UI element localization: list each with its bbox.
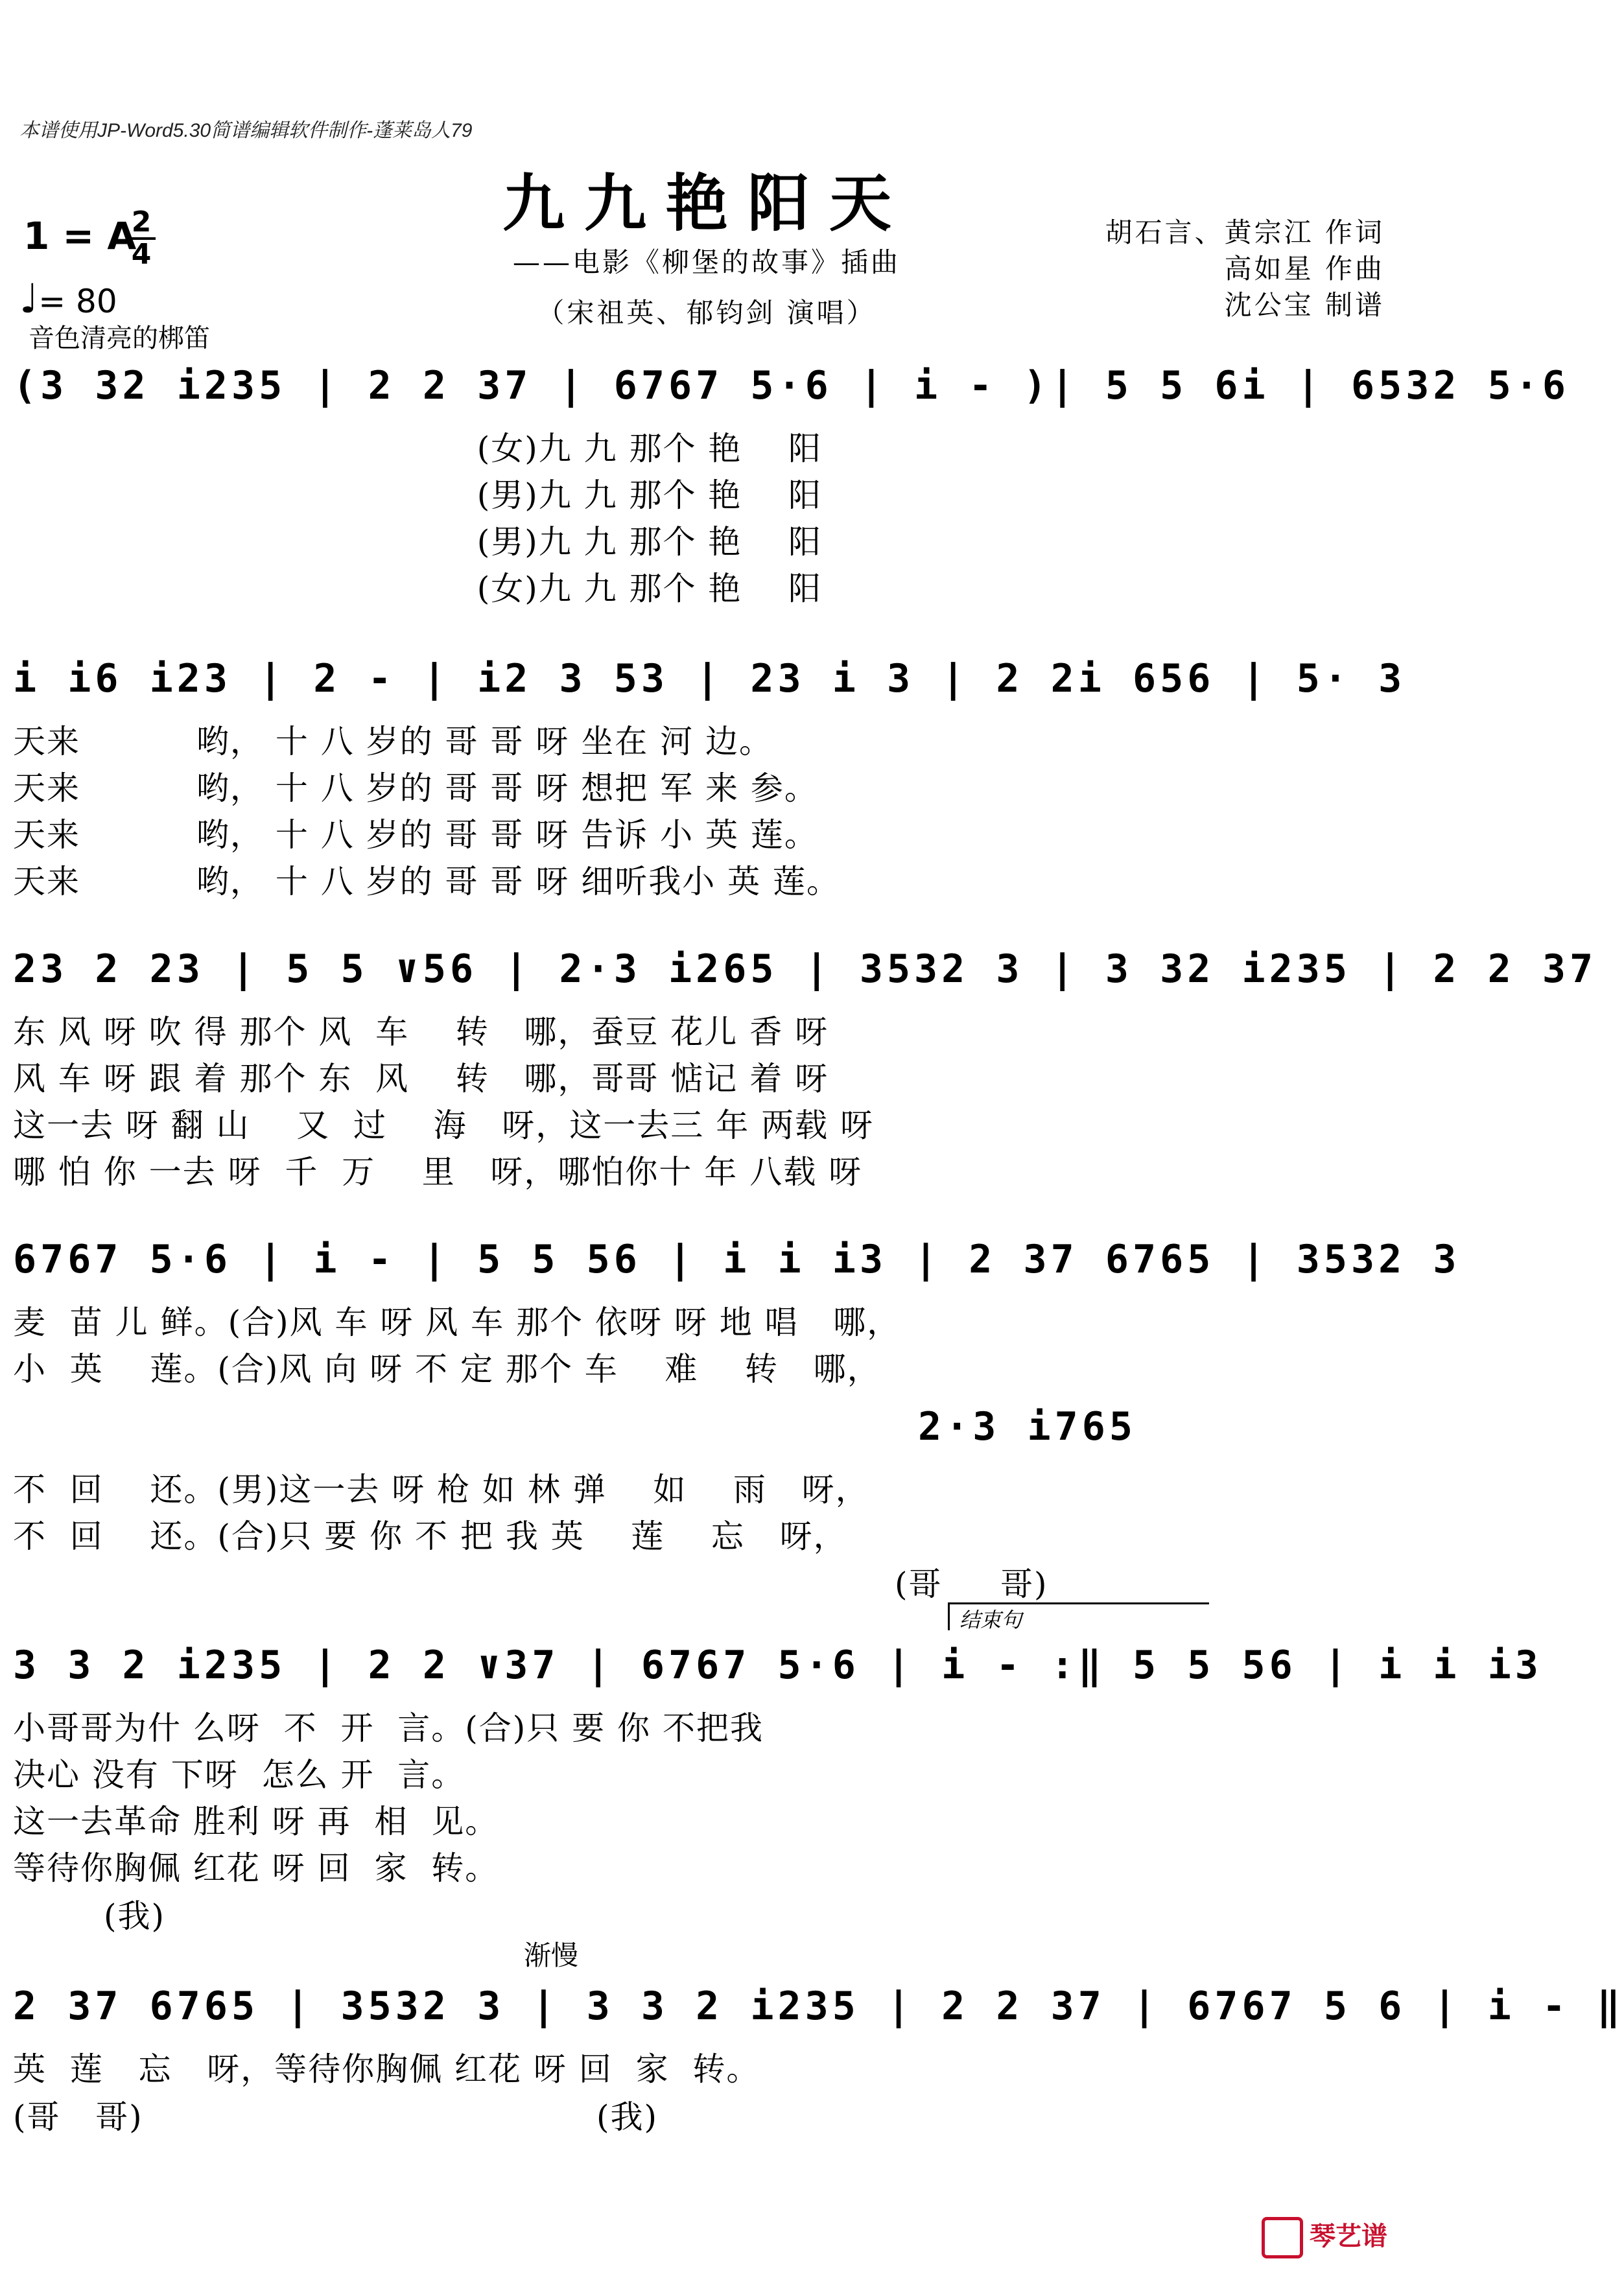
composer: 高如星 作曲: [1224, 253, 1385, 285]
notation-line-4-alt: 2·3 i765: [918, 1404, 1136, 1449]
piano-logo-icon: [1262, 2217, 1303, 2258]
ending-label: 结束句: [959, 1608, 1022, 1632]
lyric-line-4-1: 麦 苗 儿 鲜。(合)风 车 呀 风 车 那个 依呀 呀 地 唱 哪，: [13, 1304, 901, 1341]
lyric-line-1-4: (女)九 九 那个 艳 阳: [13, 570, 823, 607]
tempo-change-marking: 渐慢: [524, 1940, 579, 1971]
lyric-sub-4: (哥 哥): [895, 1565, 1048, 1603]
watermark: [1262, 2216, 1387, 2258]
lyric-line-1-3: (男)九 九 那个 艳 阳: [13, 523, 823, 561]
time-sig-top: 2: [127, 207, 156, 240]
lyric-line-5-4: 等待你胸佩 红花 呀 回 家 转。: [13, 1849, 499, 1887]
lyric-line-4-2: 小 英 莲。(合)风 向 呀 不 定 那个 车 难 转 哪，: [13, 1350, 881, 1388]
lyric-line-5-1: 小哥哥为什 么呀 不 开 言。(合)只 要 你 不把我: [13, 1709, 764, 1747]
notation-line-2: i i6 i23 | 2 - | i2 3 53 | 23 i 3 | 2 2i 656 | 5· 3: [13, 656, 1406, 701]
timbre-note: 音色清亮的梆笛: [29, 324, 210, 353]
lyric-line-4-4: 不 回 还。(合)只 要 你 不 把 我 英 莲 忘 呀，: [13, 1518, 847, 1555]
lyric-line-6-1: 英 莲 忘 呀，等待你胸佩 红花 呀 回 家 转。: [13, 2050, 760, 2088]
tempo-value: = 80: [38, 283, 117, 320]
notation-line-1: (3 32 i235 | 2 2 37 | 6767 5·6 | i - )| 5 5 6i | 6532 5·6: [13, 363, 1570, 408]
time-signature: [127, 207, 156, 270]
notation-line-4: 6767 5·6 | i - | 5 5 56 | i i i3 | 2 37 6765 | 3532 3: [13, 1237, 1461, 1282]
lyric-line-1-2: (男)九 九 那个 艳 阳: [13, 476, 823, 514]
lyric-line-2-2: 天来 哟， 十 八 岁的 哥 哥 呀 想把 军 来 参。: [13, 769, 818, 807]
notation-line-5: 3 3 2 i235 | 2 2 ∨37 | 6767 5·6 | i - :‖ 5 5 56 | i i i3: [13, 1643, 1542, 1688]
watermark-text: 琴艺谱: [1310, 2221, 1387, 2251]
singers: （宋祖英、郁钧剑 演唱）: [537, 297, 877, 329]
lyric-sub-6-right: (我): [596, 2098, 659, 2136]
song-title: 九九艳阳天: [502, 167, 911, 240]
notation-line-6: 2 37 6765 | 3532 3 | 3 3 2 i235 | 2 2 37 | 6767 5 6 | i - ‖: [13, 1984, 1624, 2029]
lyric-line-2-4: 天来 哟， 十 八 岁的 哥 哥 呀 细听我小 英 莲。: [13, 863, 840, 900]
lyric-line-5-2: 决心 没有 下呀 怎么 开 言。: [13, 1756, 465, 1794]
lyric-line-3-3: 这一去 呀 翻 山 又 过 海 呀，这一去三 年 两载 呀: [13, 1107, 874, 1144]
lyric-line-5-3: 这一去革命 胜利 呀 再 相 见。: [13, 1803, 499, 1840]
key-signature: 1 = A: [23, 214, 137, 258]
song-subtitle: ——电影《柳堡的故事》插曲: [512, 246, 900, 278]
lyric-line-2-3: 天来 哟， 十 八 岁的 哥 哥 呀 告诉 小 英 莲。: [13, 816, 818, 854]
tempo-marking: [19, 275, 117, 322]
lyric-line-3-1: 东 风 呀 吹 得 那个 风 车 转 哪，蚕豆 花儿 香 呀: [13, 1013, 829, 1051]
lyric-line-3-2: 风 车 呀 跟 着 那个 东 风 转 哪，哥哥 惦记 着 呀: [13, 1060, 829, 1097]
lyric-line-1-1: (女)九 九 那个 艳 阳: [13, 430, 823, 467]
lyric-line-2-1: 天来 哟， 十 八 岁的 哥 哥 呀 坐在 河 边。: [13, 723, 773, 760]
lyric-sub-5: (我): [104, 1897, 166, 1935]
lyric-line-3-4: 哪 怕 你 一去 呀 千 万 里 呀，哪怕你十 年 八载 呀: [13, 1153, 863, 1191]
time-sig-bottom: 4: [131, 238, 152, 271]
quarter-note-icon: ♩: [19, 275, 39, 322]
lyric-line-4-3: 不 回 还。(男)这一去 呀 枪 如 林 弹 如 雨 呀，: [13, 1471, 869, 1508]
lyricist: 胡石言、黄宗江 作词: [1105, 217, 1385, 248]
lyric-sub-6-left: (哥 哥): [13, 2098, 143, 2136]
notation-line-3: 23 2 23 | 5 5 ∨56 | 2·3 i265 | 3532 3 | 3 32 i235 | 2 2 37: [13, 946, 1597, 992]
software-credit: 本谱使用JP-Word5.30简谱编辑软件制作-蓬莱岛人79: [19, 120, 473, 141]
arranger: 沈公宝 制谱: [1224, 289, 1385, 321]
